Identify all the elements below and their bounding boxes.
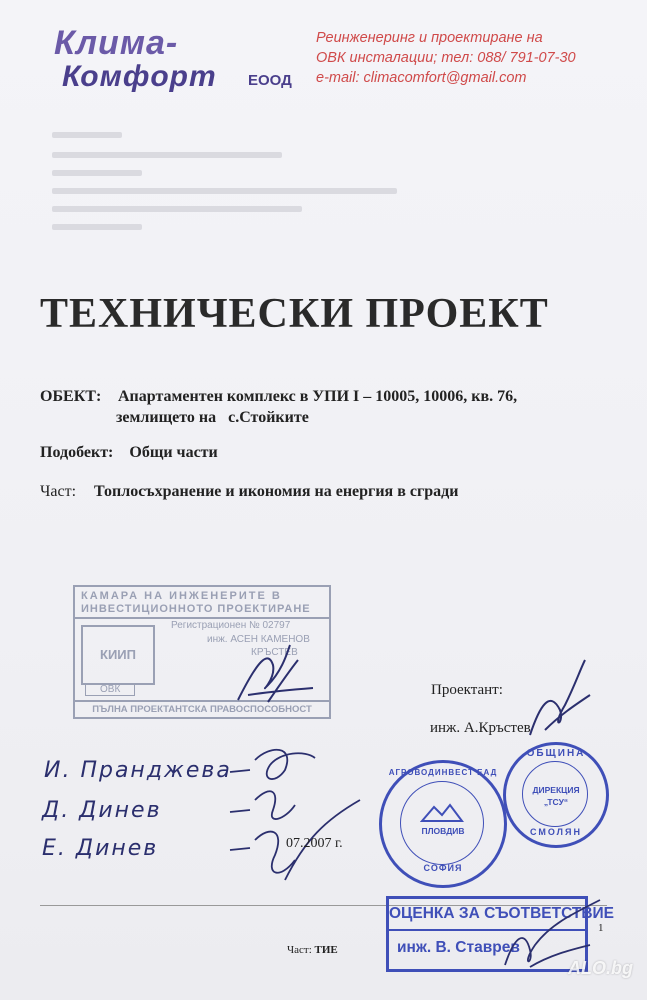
- agro-ring-text: АГРОВОДИНВЕСТ ЕАД: [388, 768, 498, 777]
- logo-line-1: Клима-: [54, 24, 179, 62]
- document-date: 07.2007 г.: [286, 836, 343, 851]
- chamber-stamp: [73, 585, 331, 719]
- contact-line-2: ОВК инсталации; тел: 088/ 791-07-30: [316, 50, 576, 66]
- municipality-stamp: [503, 742, 609, 848]
- chamber-section: ОВК: [85, 683, 135, 696]
- municipality-top: ОБЩИНА: [526, 748, 586, 759]
- part-value: Топлосъхранение и икономия на енергия в сгради: [94, 483, 459, 500]
- watermark: ALO.bg: [568, 958, 633, 978]
- agrovodinvest-stamp: [379, 760, 507, 888]
- company-logo: [48, 22, 308, 92]
- letterhead-contact: [316, 28, 616, 88]
- municipality-directorate: ДИРЕКЦИЯ: [532, 785, 580, 795]
- subobject-value: Общи части: [129, 444, 218, 461]
- bleed-through-text: [52, 130, 432, 240]
- subobject-label: Подобект:: [40, 444, 114, 461]
- object-value-line-2a: землището на: [116, 409, 217, 426]
- municipality-bottom: СМОЛЯН: [530, 827, 582, 837]
- object-value-line-2b: с.Стойките: [228, 409, 309, 426]
- handwritten-name-1: И. Пранджева: [44, 758, 232, 783]
- assessment-line-1: ОЦЕНКА ЗА СЪОТВЕТСТВИЕ: [389, 905, 615, 922]
- object-value-line-1: Апартаментен комплекс в УПИ I – 10005, 10006, кв. 76,: [118, 388, 518, 405]
- part-label: Част:: [40, 483, 77, 500]
- agro-bottom-text: СОФИЯ: [423, 863, 463, 873]
- part-section: [40, 483, 458, 501]
- logo-suffix: ЕООД: [248, 72, 292, 89]
- contact-line-3: e-mail: climacomfort@gmail.com: [316, 70, 527, 86]
- designer-name: инж. А.Кръстев: [430, 720, 531, 736]
- handwritten-name-3: Е. Динев: [42, 836, 159, 861]
- mountain-logo-icon: [420, 801, 464, 823]
- contact-line-1: Реинженеринг и проектиране на: [316, 30, 543, 46]
- footer-part-label: Част:: [287, 944, 312, 956]
- handwritten-name-2: Д. Динев: [42, 798, 162, 823]
- municipality-tsu: „ТСУ“: [543, 797, 569, 807]
- object-section: [40, 386, 600, 428]
- chamber-engineer-line-2: КРЪСТЕВ: [251, 647, 298, 658]
- assessment-line-2: инж. В. Ставрев: [397, 939, 520, 956]
- footer-part: [287, 944, 338, 956]
- chamber-line-1: КАМАРА НА ИНЖЕНЕРИТЕ В: [81, 590, 282, 602]
- subobject-section: [40, 444, 218, 462]
- logo-line-2: Комфорт: [62, 60, 217, 93]
- agro-city: ПЛОВДИВ: [421, 826, 465, 836]
- designer-signature-2: [520, 655, 595, 745]
- designer-label: Проектант:: [431, 682, 503, 698]
- registration-number: 02797: [262, 620, 291, 631]
- chamber-engineer-line-1: инж. АСЕН КАМЕНОВ: [207, 634, 310, 645]
- page-number: 1: [598, 922, 604, 934]
- chamber-registration: [171, 620, 290, 631]
- object-label: ОБЕКТ:: [40, 388, 102, 405]
- handwritten-signatures: [225, 740, 365, 890]
- registration-label: Регистрационен №: [171, 620, 260, 631]
- chamber-footer: ПЪЛНА ПРОЕКТАНТСКА ПРАВОСПОСОБНОСТ: [75, 700, 329, 717]
- kiip-logo: КИИП: [81, 625, 155, 685]
- chamber-line-2: ИНВЕСТИЦИОННОТО ПРОЕКТИРАНЕ: [81, 603, 311, 615]
- footer-part-value: ТИЕ: [314, 944, 338, 956]
- document-title: ТЕХНИЧЕСКИ ПРОЕКТ: [40, 291, 549, 337]
